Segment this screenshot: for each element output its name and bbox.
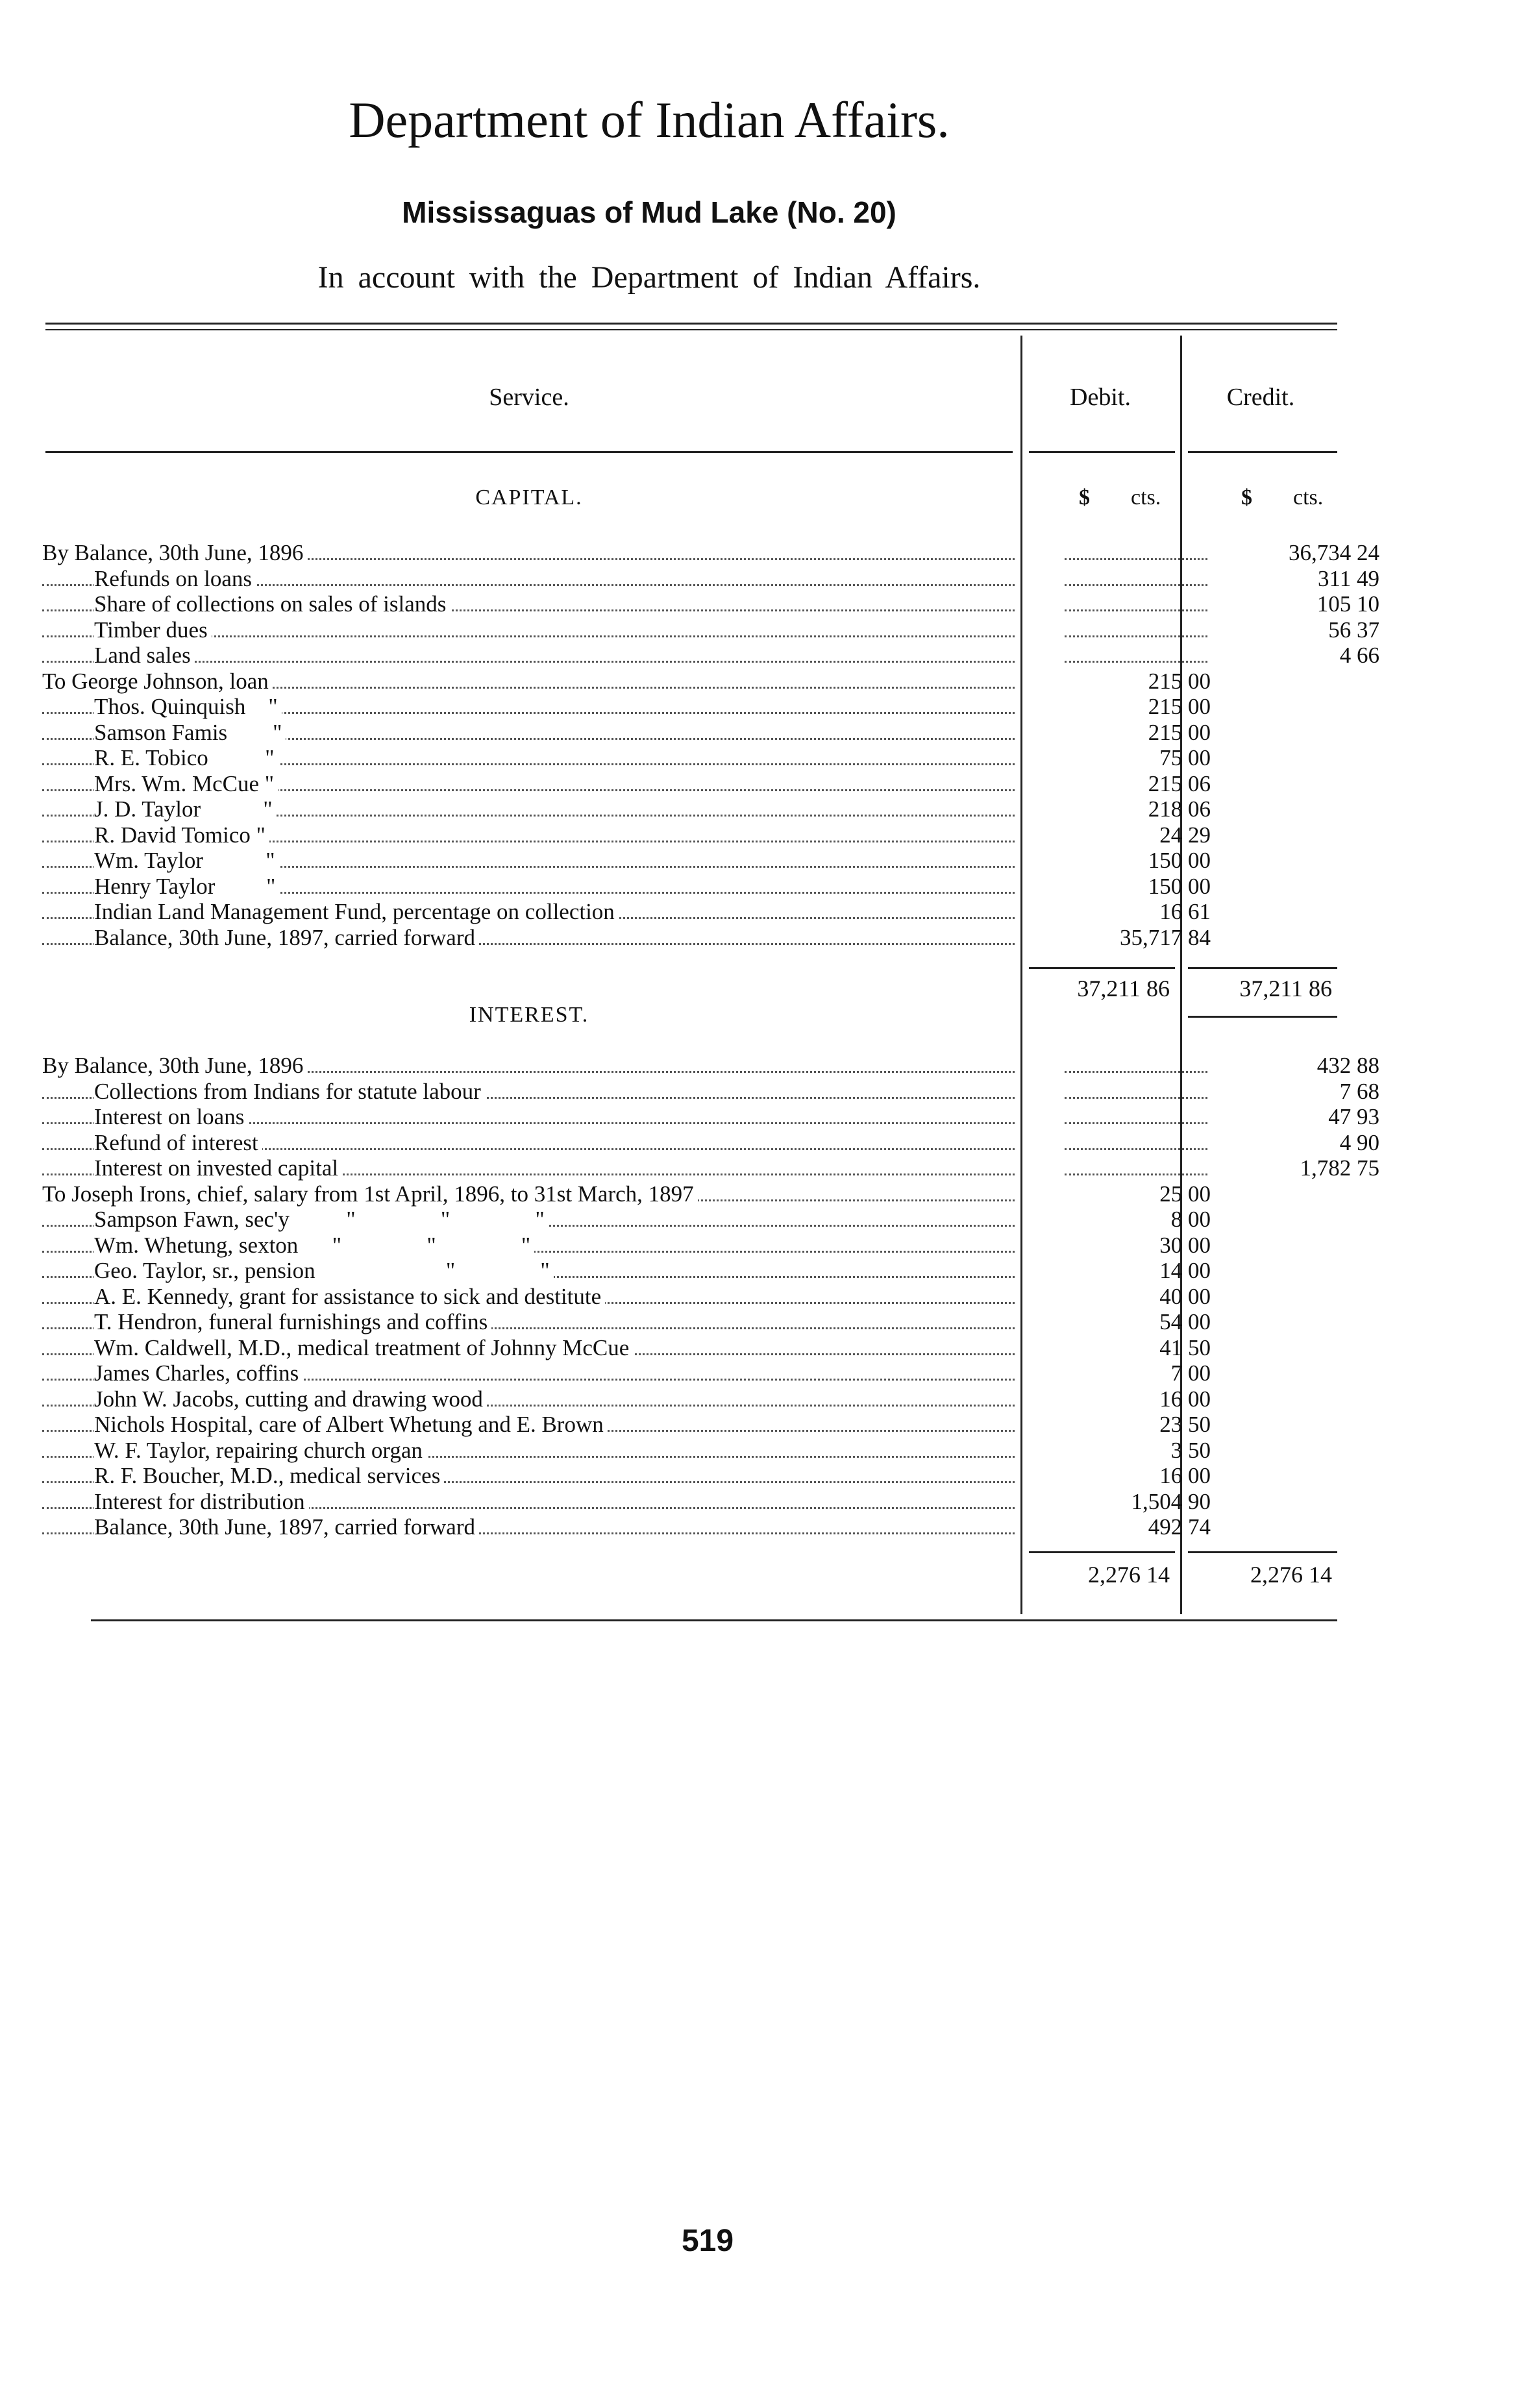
row-label (42, 1514, 1022, 1540)
debit-header: Debit. (1070, 384, 1131, 411)
debit-leader-dots (1065, 540, 1207, 566)
debit-cents-label: cts. (1131, 485, 1161, 510)
debit-cell: 75 00 (1159, 745, 1211, 770)
row-label-text: T. Hendron, funeral furnishings and coffins (94, 1309, 491, 1334)
debit-cell: 23 50 (1159, 1412, 1211, 1437)
row-label-text: Thos. Quinquish " (94, 694, 282, 719)
credit-cell: 432 88 (1316, 1053, 1379, 1078)
row-label (42, 1207, 1022, 1233)
header-rule-credit (1188, 451, 1337, 453)
top-rule-2 (45, 329, 1337, 330)
row-label-text: Share of collections on sales of islands (94, 591, 450, 617)
credit-cell: 56 37 (1328, 617, 1379, 643)
credit-cell: 4 90 (1339, 1129, 1379, 1155)
debit-cell: 16 61 (1159, 899, 1211, 924)
debit-cell: 215 00 (1148, 719, 1211, 745)
header-rule-service (45, 451, 1013, 453)
row-label-text: Land sales (94, 643, 195, 668)
credit-cell: 105 10 (1316, 591, 1379, 617)
row-label-text: R. David Tomico " (94, 822, 269, 848)
debit-cell: 8 00 (1170, 1207, 1211, 1232)
debit-cell: 16 00 (1159, 1386, 1211, 1412)
debit-dollar-symbol: $ (1079, 485, 1090, 510)
row-label (42, 796, 1022, 822)
interest-total-rule-credit (1188, 1551, 1337, 1553)
debit-leader-dots (1065, 1155, 1207, 1181)
row-label (42, 1309, 1022, 1335)
capital-total-credit: 37,211 86 (1239, 976, 1332, 1001)
debit-cell: 215 06 (1148, 770, 1211, 796)
row-label-text: A. E. Kennedy, grant for assistance to sick and destitute (94, 1284, 605, 1309)
capital-close-rule (1188, 1016, 1337, 1018)
debit-cell: 150 00 (1148, 848, 1211, 873)
debit-cell: 40 00 (1159, 1283, 1211, 1309)
row-label (42, 1438, 1022, 1464)
capital-heading: CAPITAL. (475, 485, 583, 510)
row-label (42, 1360, 1022, 1386)
row-label (42, 591, 1022, 617)
row-label (42, 617, 1022, 643)
row-label (42, 848, 1022, 874)
debit-cell: 492 74 (1148, 1514, 1211, 1540)
row-label-text: Balance, 30th June, 1897, carried forward (94, 1514, 479, 1540)
row-label (42, 1335, 1022, 1361)
debit-cell: 150 00 (1148, 873, 1211, 899)
row-label (42, 1258, 1022, 1284)
debit-leader-dots (1065, 617, 1207, 643)
row-label-text: By Balance, 30th June, 1896 (42, 1053, 307, 1078)
row-label-text: Interest for distribution (94, 1489, 309, 1514)
row-label (42, 1284, 1022, 1310)
row-label-text: To Joseph Irons, chief, salary from 1st April, 1896, to 31st March, 1897 (42, 1181, 698, 1207)
row-label-text: Interest on loans (94, 1104, 248, 1129)
row-label (42, 1130, 1022, 1156)
service-header: Service. (489, 384, 569, 411)
debit-leader-dots (1065, 1130, 1207, 1156)
debit-cell: 54 00 (1159, 1309, 1211, 1334)
header-rule-debit (1029, 451, 1175, 453)
row-label-text: Interest on invested capital (94, 1155, 342, 1181)
debit-cell: 24 29 (1159, 822, 1211, 848)
row-label-text: To George Johnson, loan (42, 669, 273, 694)
row-label (42, 1104, 1022, 1130)
debit-cell: 16 00 (1159, 1463, 1211, 1488)
debit-cell: 215 00 (1148, 668, 1211, 694)
row-label-text: Indian Land Management Fund, percentage on collection (94, 899, 619, 924)
bottom-rule (91, 1619, 1337, 1621)
row-label (42, 1053, 1022, 1079)
debit-leader-dots (1065, 1079, 1207, 1105)
row-label-text: Wm. Caldwell, M.D., medical treatment of Johnny McCue (94, 1335, 633, 1360)
row-label (42, 745, 1022, 771)
row-label (42, 1155, 1022, 1181)
interest-heading: INTEREST. (469, 1003, 589, 1027)
row-label (42, 694, 1022, 720)
row-label (42, 643, 1022, 669)
credit-dollar-symbol: $ (1241, 485, 1252, 510)
debit-cell: 35,717 84 (1120, 924, 1211, 950)
credit-cell: 36,734 24 (1289, 540, 1379, 565)
row-label (42, 1079, 1022, 1105)
debit-cell: 3 50 (1170, 1437, 1211, 1463)
top-rule (45, 323, 1337, 325)
row-label-text: Balance, 30th June, 1897, carried forward (94, 925, 479, 950)
row-label (42, 669, 1022, 694)
row-label-text: R. E. Tobico " (94, 745, 278, 770)
row-label (42, 925, 1022, 951)
row-label (42, 1489, 1022, 1515)
row-label-text: Henry Taylor " (94, 874, 279, 899)
row-label (42, 1233, 1022, 1259)
credit-header: Credit. (1226, 384, 1295, 411)
credit-cents-label: cts. (1293, 485, 1324, 510)
interest-total-rule-debit (1029, 1551, 1175, 1553)
debit-cell: 25 00 (1159, 1181, 1211, 1207)
row-label-text: Refund of interest (94, 1130, 262, 1155)
row-label-text: Geo. Taylor, sr., pension " " (94, 1258, 554, 1283)
row-label-text: R. F. Boucher, M.D., medical services (94, 1463, 444, 1488)
row-label-text: James Charles, coffins (94, 1360, 303, 1386)
row-label-text: Refunds on loans (94, 566, 256, 591)
page-title: Department of Indian Affairs. (349, 92, 950, 148)
row-label (42, 540, 1022, 566)
debit-cell: 218 06 (1148, 796, 1211, 822)
debit-cell: 30 00 (1159, 1232, 1211, 1258)
row-label-text: Samson Famis " (94, 720, 286, 745)
row-label-text: Wm. Taylor " (94, 848, 279, 873)
credit-cell: 311 49 (1318, 565, 1379, 591)
account-subtitle: Mississaguas of Mud Lake (No. 20) (402, 195, 896, 229)
row-label (42, 566, 1022, 592)
debit-cell: 14 00 (1159, 1258, 1211, 1283)
credit-cell: 4 66 (1339, 643, 1379, 668)
debit-leader-dots (1065, 1104, 1207, 1130)
debit-leader-dots (1065, 566, 1207, 592)
debit-leader-dots (1065, 1053, 1207, 1079)
row-label-text: Collections from Indians for statute labour (94, 1079, 485, 1104)
interest-total-credit: 2,276 14 (1250, 1562, 1332, 1588)
row-label-text: J. D. Taylor " (94, 796, 277, 822)
debit-cell: 1,504 90 (1131, 1488, 1211, 1514)
row-label (42, 899, 1022, 925)
row-label (42, 1412, 1022, 1438)
row-label (42, 1386, 1022, 1412)
row-label-text: Timber dues (94, 617, 212, 643)
row-label-text: Wm. Whetung, sexton " " " (94, 1233, 534, 1258)
debit-leader-dots (1065, 591, 1207, 617)
row-label-text: Nichols Hospital, care of Albert Whetung and E. Brown (94, 1412, 608, 1437)
capital-total-debit: 37,211 86 (1077, 976, 1170, 1001)
capital-total-rule-credit (1188, 967, 1337, 969)
row-label (42, 1463, 1022, 1489)
row-label (42, 1181, 1022, 1207)
debit-cell: 41 50 (1159, 1334, 1211, 1360)
row-label (42, 771, 1022, 797)
row-label-text: Sampson Fawn, sec'y " " " (94, 1207, 549, 1232)
interest-total-debit: 2,276 14 (1088, 1562, 1170, 1588)
page-number: 519 (681, 2224, 734, 2258)
row-label-text: By Balance, 30th June, 1896 (42, 540, 307, 565)
credit-cell: 1,782 75 (1300, 1155, 1379, 1181)
row-label-text: Mrs. Wm. McCue " (94, 771, 278, 796)
credit-cell: 47 93 (1328, 1104, 1379, 1129)
account-description: In account with the Department of Indian Affairs. (317, 260, 981, 295)
row-label (42, 822, 1022, 848)
debit-cell: 215 00 (1148, 694, 1211, 719)
capital-total-rule-debit (1029, 967, 1175, 969)
row-label (42, 874, 1022, 900)
credit-cell: 7 68 (1339, 1078, 1379, 1104)
row-label (42, 720, 1022, 746)
row-label-text: John W. Jacobs, cutting and drawing wood (94, 1386, 487, 1412)
debit-cell: 7 00 (1170, 1360, 1211, 1386)
debit-leader-dots (1065, 643, 1207, 669)
row-label-text: W. F. Taylor, repairing church organ (94, 1438, 426, 1463)
